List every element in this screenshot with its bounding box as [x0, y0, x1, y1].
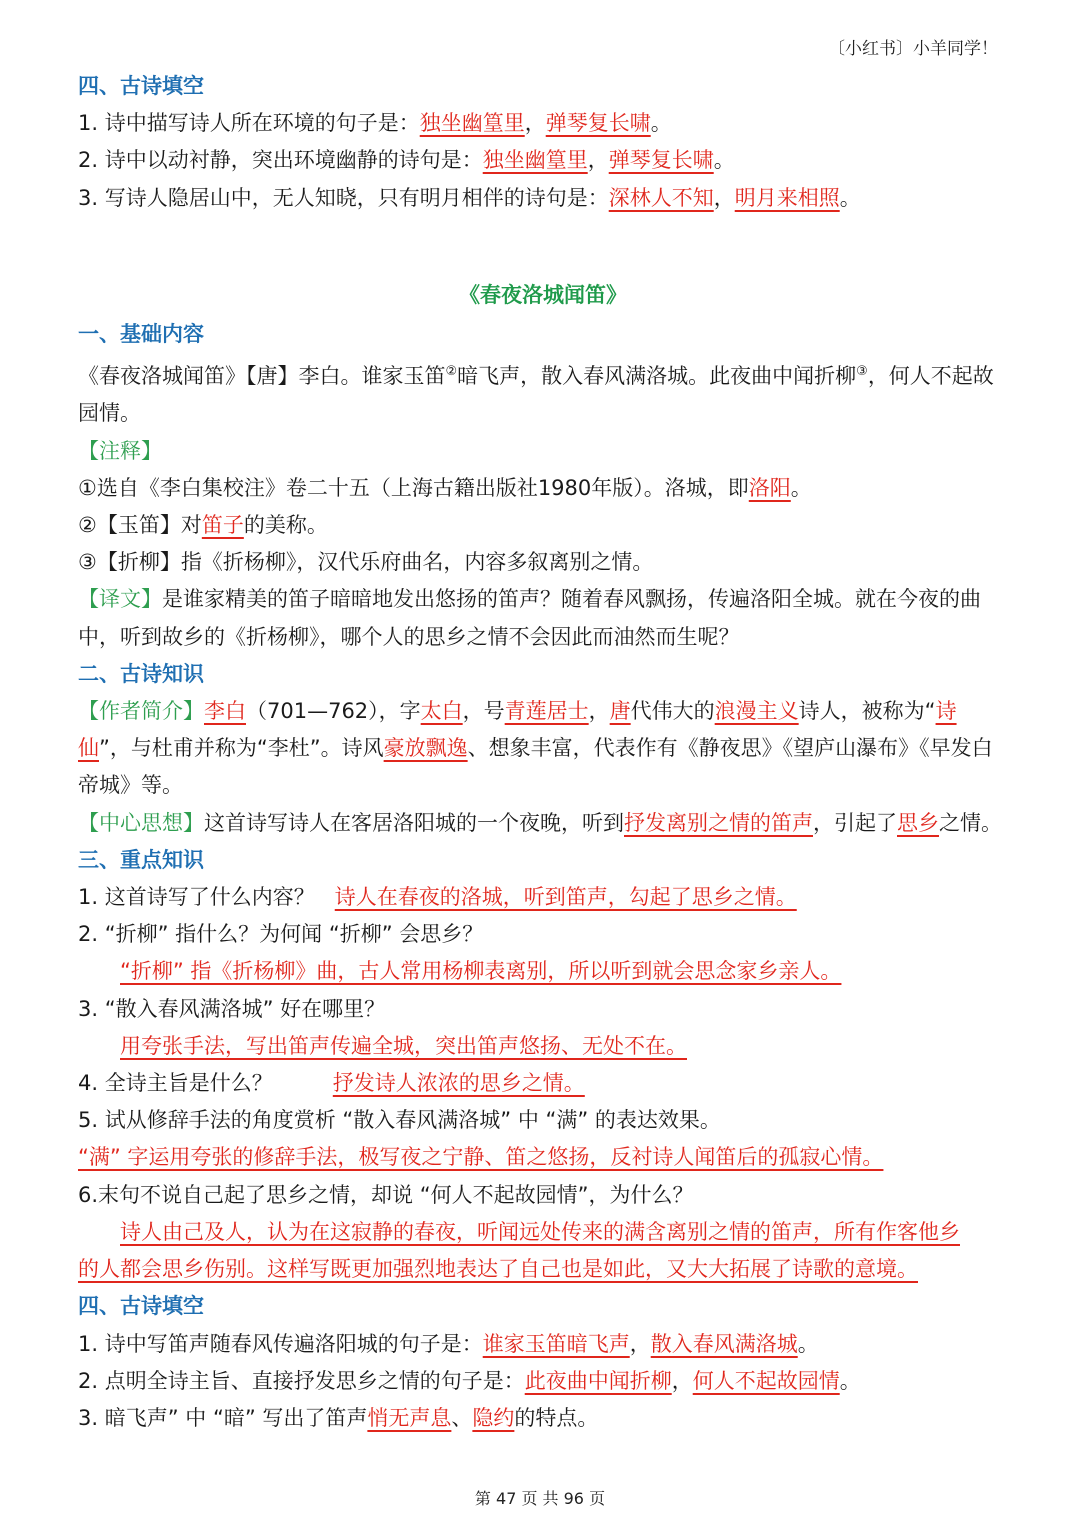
author-intro: 【作者简介】李白（701—762），字太白，号青莲居士，唐代伟大的浪漫主义诗人，被称为“诗仙”，与杜甫并称为“李杜”。诗风豪放飘逸、想象丰富，代表作有《静夜思》《望庐山瀑布》《早发白帝城》等。 [78, 699, 993, 798]
answer: 弹琴复长啸 [545, 111, 651, 136]
key-answer-2: “折柳” 指《折杨柳》曲，古人常用杨柳表离别，所以听到就会思念家乡亲人。 [120, 959, 842, 984]
translation-label: 【译文】 [78, 587, 162, 612]
section-heading-knowledge: 二、古诗知识 [78, 661, 204, 686]
answer: 独坐幽篁里 [482, 148, 588, 173]
key-question-2: 2. “折柳” 指什么？为何闻 “折柳” 会思乡？ [78, 922, 484, 947]
key-answer-6-line-1 [78, 1214, 1008, 1251]
key-question-1: 1. 这首诗写了什么内容？ 诗人在春夜的洛城，听到笛声，勾起了思乡之情。 [78, 885, 797, 910]
translation: 【译文】是谁家精美的笛子暗暗地发出悠扬的笛声？随着春风飘扬，传遍洛阳全城。就在今夜的曲中，听到故乡的《折杨柳》，哪个人的思乡之情不会因此而油然而生呢？ [78, 587, 981, 649]
key-answer-3-line [78, 1028, 1008, 1065]
key-answer-3: 用夸张手法，写出笛声传遍全城，突出笛声悠扬、无处不在。 [120, 1033, 687, 1058]
key-answer-6-line-2 [78, 1251, 1008, 1288]
key-answer-1: 诗人在春夜的洛城，听到笛声，勾起了思乡之情。 [334, 885, 797, 910]
answer: 何人不起故园情 [692, 1368, 840, 1393]
answer: 散入春风满洛城 [650, 1331, 798, 1356]
content [78, 68, 1008, 1437]
fill2-question-1: 1. 诗中写笛声随春风传遍洛阳城的句子是：谁家玉笛暗飞声，散入春风满洛城。 [78, 1331, 819, 1356]
section-heading-basic: 一、基础内容 [78, 322, 204, 347]
answer: 明月来相照 [734, 185, 840, 210]
author-label: 【作者简介】 [78, 699, 204, 724]
poem-text: 《春夜洛城闻笛》【唐】李白。谁家玉笛②暗飞声，散入春风满洛城。此夜曲中闻折柳③，何人不起故园情。 [78, 364, 994, 426]
note-3: ③【折柳】指《折杨柳》，汉代乐府曲名，内容多叙离别之情。 [78, 550, 654, 575]
key-answer-4: 抒发诗人浓浓的思乡之情。 [332, 1071, 585, 1096]
fill-question-1: 1. 诗中描写诗人所在环境的句子是：独坐幽篁里，弹琴复长啸。 [78, 111, 672, 136]
key-answer-6a: 诗人由己及人，认为在这寂静的春夜，听闻远处传来的满含离别之情的笛声，所有作客他乡 [120, 1219, 960, 1244]
header-note: 〔小红书〕小羊同学！ [828, 39, 998, 59]
answer: 谁家玉笛暗飞声 [482, 1331, 630, 1356]
section-heading-fill-1: 四、古诗填空 [78, 74, 204, 98]
key-answer-5-line [78, 1139, 1008, 1176]
note-1: ①选自《李白集校注》卷二十五（上海古籍出版社1980年版）。洛城，即洛阳。 [78, 475, 812, 500]
central-idea: 【中心思想】这首诗写诗人在客居洛阳城的一个夜晚，听到抒发离别之情的笛声，引起了思乡之情。 [78, 810, 1002, 835]
fill-question-3: 3. 写诗人隐居山中，无人知晓，只有明月相伴的诗句是：深林人不知，明月来相照。 [78, 185, 861, 210]
key-answer-6b: 的人都会思乡伤别。这样写既更加强烈地表达了自己也是如此，又大大拓展了诗歌的意境。 [78, 1257, 918, 1282]
key-question-5: 5. 试从修辞手法的角度赏析 “散入春风满洛城” 中 “满” 的表达效果。 [78, 1108, 721, 1133]
answer: 独坐幽篁里 [419, 111, 525, 136]
fill2-question-3: 3. 暗飞声” 中 “暗” 写出了笛声悄无声息、隐约的特点。 [78, 1405, 599, 1430]
section-heading-key: 三、重点知识 [78, 847, 204, 872]
poem-title: 《春夜洛城闻笛》 [459, 282, 627, 307]
fill2-question-2: 2. 点明全诗主旨、直接抒发思乡之情的句子是：此夜曲中闻折柳，何人不起故园情。 [78, 1368, 861, 1393]
answer: 笛子 [201, 513, 244, 538]
central-idea-label: 【中心思想】 [78, 810, 204, 835]
page-footer: 第 47 页 共 96 页 [474, 1489, 606, 1508]
answer: 隐约 [472, 1405, 515, 1430]
answer: 洛阳 [748, 475, 791, 500]
answer: 此夜曲中闻折柳 [524, 1368, 672, 1393]
key-answer-2-line [78, 953, 1008, 990]
key-question-6: 6.末句不说自己起了思乡之情，却说 “何人不起故园情”，为什么？ [78, 1182, 694, 1207]
key-question-4: 4. 全诗主旨是什么？ 抒发诗人浓浓的思乡之情。 [78, 1071, 585, 1096]
notes-label: 【注释】 [78, 438, 162, 463]
answer: 深林人不知 [608, 185, 714, 210]
answer: 弹琴复长啸 [608, 148, 714, 173]
note-2: ②【玉笛】对笛子的美称。 [78, 513, 328, 538]
key-answer-5: “满” 字运用夸张的修辞手法，极写夜之宁静、笛之悠扬，反衬诗人闻笛后的孤寂心情。 [78, 1145, 884, 1170]
fill-question-2: 2. 诗中以动衬静，突出环境幽静的诗句是：独坐幽篁里，弹琴复长啸。 [78, 148, 735, 173]
key-question-3: 3. “散入春风满洛城” 好在哪里？ [78, 996, 386, 1021]
section-heading-fill-2: 四、古诗填空 [78, 1294, 204, 1319]
answer: 悄无声息 [367, 1405, 452, 1430]
